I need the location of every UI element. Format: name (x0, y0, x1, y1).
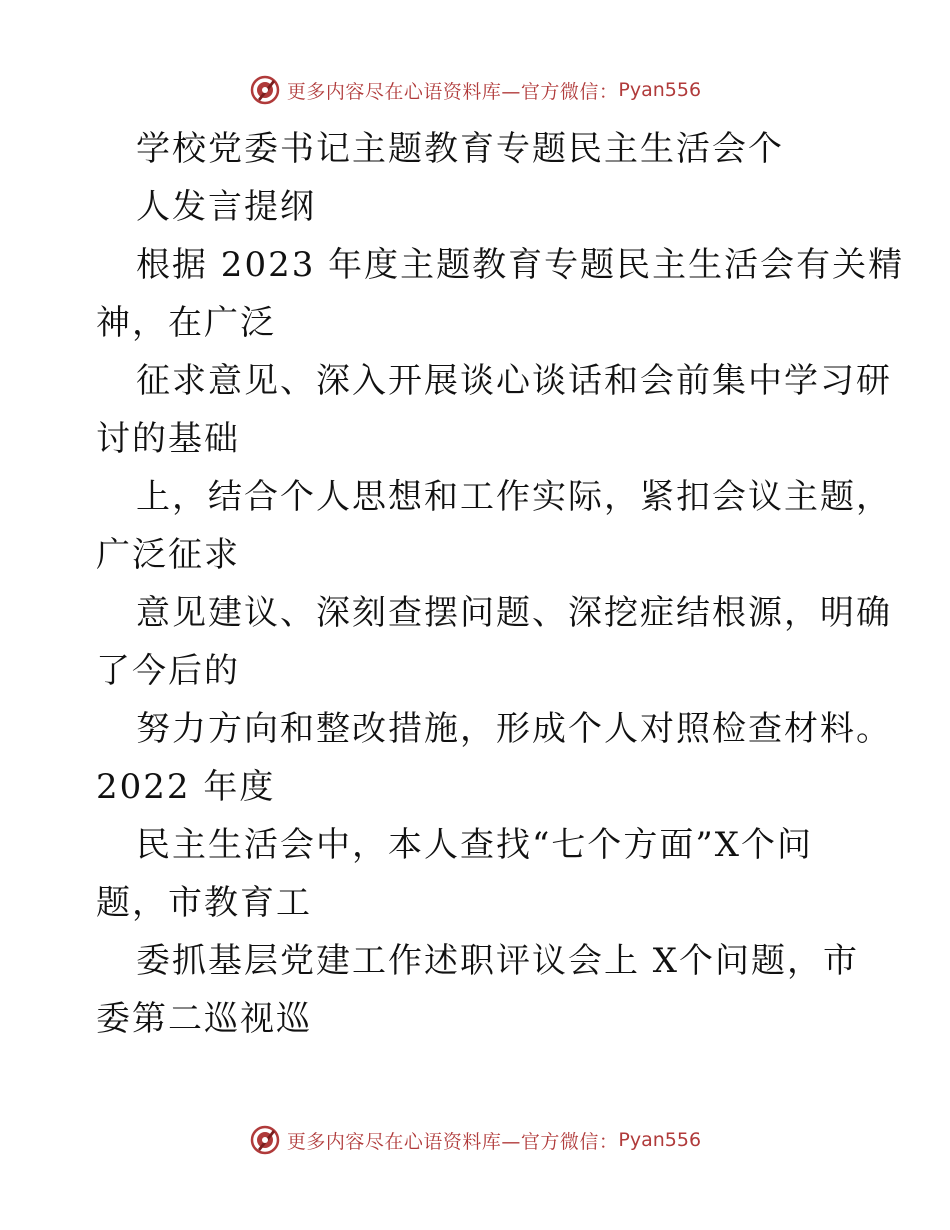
watermark-text: 更多内容尽在心语资料库—官方微信： (286, 1130, 619, 1153)
paragraph-line: 了今后的 (96, 651, 240, 691)
paragraph-line: 委第二巡视巡 (96, 999, 312, 1039)
paragraph-line: 征求意见、深入开展谈心谈话和会前集中学习研 (136, 361, 892, 401)
paragraph-line: 讨的基础 (96, 419, 240, 459)
paragraph-line: 上，结合个人思想和工作实际，紧扣会议主题， (136, 477, 892, 517)
watermark-handle: Pyan556 (618, 1129, 702, 1151)
paragraph-line: 题，市教育工 (96, 883, 312, 923)
paragraph-line: 委抓基层党建工作述职评议会上 X个问题，市 (136, 941, 860, 981)
paragraph-line: 根据 2023 年度主题教育专题民主生活会有关精 (136, 245, 905, 285)
document-body (96, 120, 905, 1048)
title-line-2: 人发言提纲 (136, 187, 316, 227)
quill-seal-icon (249, 74, 281, 106)
paragraph-line: 神，在广泛 (96, 303, 276, 343)
title-line-1: 学校党委书记主题教育专题民主生活会个 (136, 129, 784, 169)
paragraph-line: 意见建议、深刻查摆问题、深挖症结根源，明确 (136, 593, 892, 633)
paragraph-line: 2022 年度 (96, 767, 276, 807)
quill-seal-icon (249, 1124, 281, 1156)
paragraph-line: 广泛征求 (96, 535, 240, 575)
watermark-handle: Pyan556 (618, 79, 702, 101)
paragraph-line: 民主生活会中，本人查找“七个方面”X个问 (136, 825, 813, 865)
footer-watermark (0, 1120, 950, 1160)
paragraph-line: 努力方向和整改措施，形成个人对照检查材料。 (136, 709, 892, 749)
header-watermark (0, 70, 950, 110)
watermark-text: 更多内容尽在心语资料库—官方微信： (286, 80, 619, 103)
